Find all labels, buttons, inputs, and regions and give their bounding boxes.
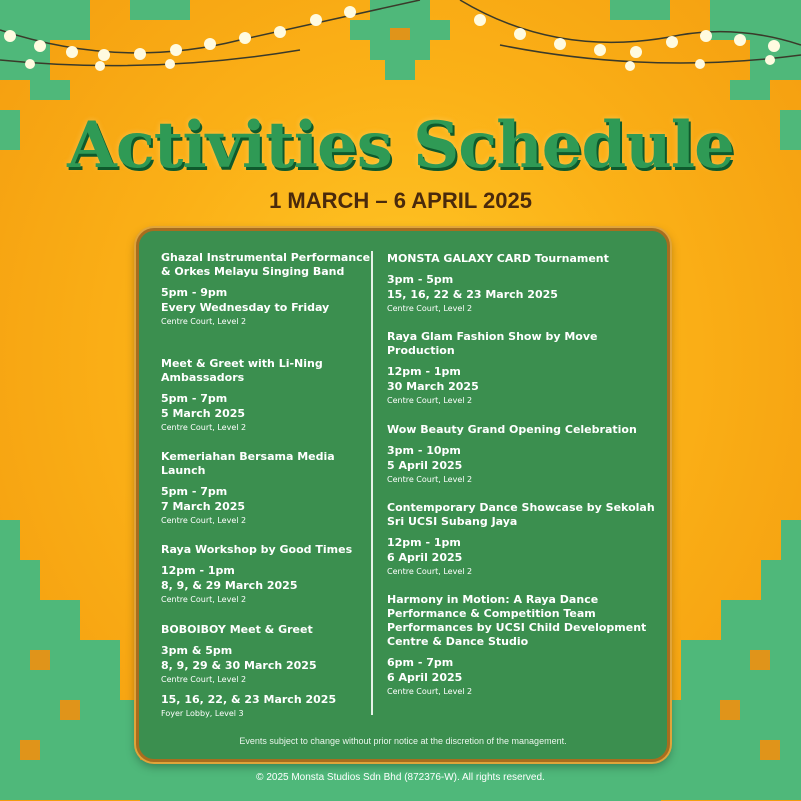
- event-date: 6 April 2025: [387, 671, 463, 684]
- event-time: 12pm - 1pm: [387, 536, 461, 549]
- event-time: 5pm - 7pm: [161, 392, 228, 405]
- event-date: 6 April 2025: [387, 551, 463, 564]
- event-date: Every Wednesday to Friday: [161, 301, 330, 314]
- event-name: Contemporary Dance Showcase by Sekolah Sri UCSI Subang Jaya: [387, 501, 655, 528]
- event-location: Centre Court, Level 2: [161, 516, 247, 525]
- event-date: 15, 16, 22 & 23 March 2025: [387, 288, 558, 301]
- event-date-secondary: 15, 16, 22, & 23 March 2025: [161, 693, 337, 706]
- event-name: Kemeriahan Bersama Media Launch: [161, 450, 335, 477]
- event-name: Wow Beauty Grand Opening Celebration: [387, 423, 637, 436]
- event-item: [161, 251, 371, 327]
- event-item: [387, 423, 657, 485]
- disclaimer-text: Events subject to change without prior notice at the discretion of the management.: [239, 736, 567, 746]
- event-location: Centre Court, Level 2: [161, 317, 247, 326]
- event-item: [161, 450, 371, 526]
- event-location: Centre Court, Level 2: [161, 675, 247, 684]
- event-item: [387, 593, 657, 697]
- date-range: 1 MARCH – 6 APRIL 2025: [269, 188, 532, 213]
- copyright-text: © 2025 Monsta Studios Sdn Bhd (872376-W). All rights reserved.: [256, 772, 545, 783]
- event-time: 6pm - 7pm: [387, 656, 454, 669]
- event-time: 3pm - 10pm: [387, 444, 461, 457]
- event-location: Centre Court, Level 2: [387, 396, 473, 405]
- column-divider: [371, 251, 373, 715]
- event-location: Centre Court, Level 2: [161, 423, 247, 432]
- event-date: 30 March 2025: [387, 380, 479, 393]
- event-date: 5 April 2025: [387, 459, 463, 472]
- event-item: [161, 623, 371, 719]
- event-name: Meet & Greet with Li-Ning Ambassadors: [161, 357, 323, 384]
- event-name: Raya Glam Fashion Show by Move Production: [387, 330, 598, 357]
- event-time: 12pm - 1pm: [387, 365, 461, 378]
- page-title: Activities Schedule: [67, 108, 734, 183]
- event-name: BOBOIBOY Meet & Greet: [161, 623, 313, 636]
- event-name: Harmony in Motion: A Raya Dance Performance & Competition Team Performances by UCSI Child Development Centre & Dance Studio: [387, 593, 647, 648]
- event-location: Centre Court, Level 2: [387, 304, 473, 313]
- event-location: Centre Court, Level 2: [387, 475, 473, 484]
- event-item: [387, 501, 657, 577]
- event-location: Centre Court, Level 2: [387, 567, 473, 576]
- event-item: [387, 330, 657, 406]
- event-time: 5pm - 7pm: [161, 485, 228, 498]
- event-item: [161, 543, 371, 605]
- event-name: Ghazal Instrumental Performance & Orkes Melayu Singing Band: [161, 251, 371, 278]
- string-lights-decoration: [0, 0, 801, 90]
- event-name: MONSTA GALAXY CARD Tournament: [387, 252, 609, 265]
- event-name: Raya Workshop by Good Times: [161, 543, 353, 556]
- event-location: Centre Court, Level 2: [161, 595, 247, 604]
- event-time: 12pm - 1pm: [161, 564, 235, 577]
- event-item: [161, 357, 371, 433]
- schedule-panel: [136, 228, 670, 762]
- event-date: 5 March 2025: [161, 407, 246, 420]
- event-time: 3pm - 5pm: [387, 273, 454, 286]
- event-date: 8, 9, 29 & 30 March 2025: [161, 659, 317, 672]
- event-item: [387, 252, 657, 314]
- event-time: 5pm - 9pm: [161, 286, 228, 299]
- event-date: 7 March 2025: [161, 500, 246, 513]
- event-location: Centre Court, Level 2: [387, 687, 473, 696]
- event-date: 8, 9, & 29 March 2025: [161, 579, 298, 592]
- event-time: 3pm & 5pm: [161, 644, 233, 657]
- event-location-secondary: Foyer Lobby, Level 3: [161, 709, 244, 718]
